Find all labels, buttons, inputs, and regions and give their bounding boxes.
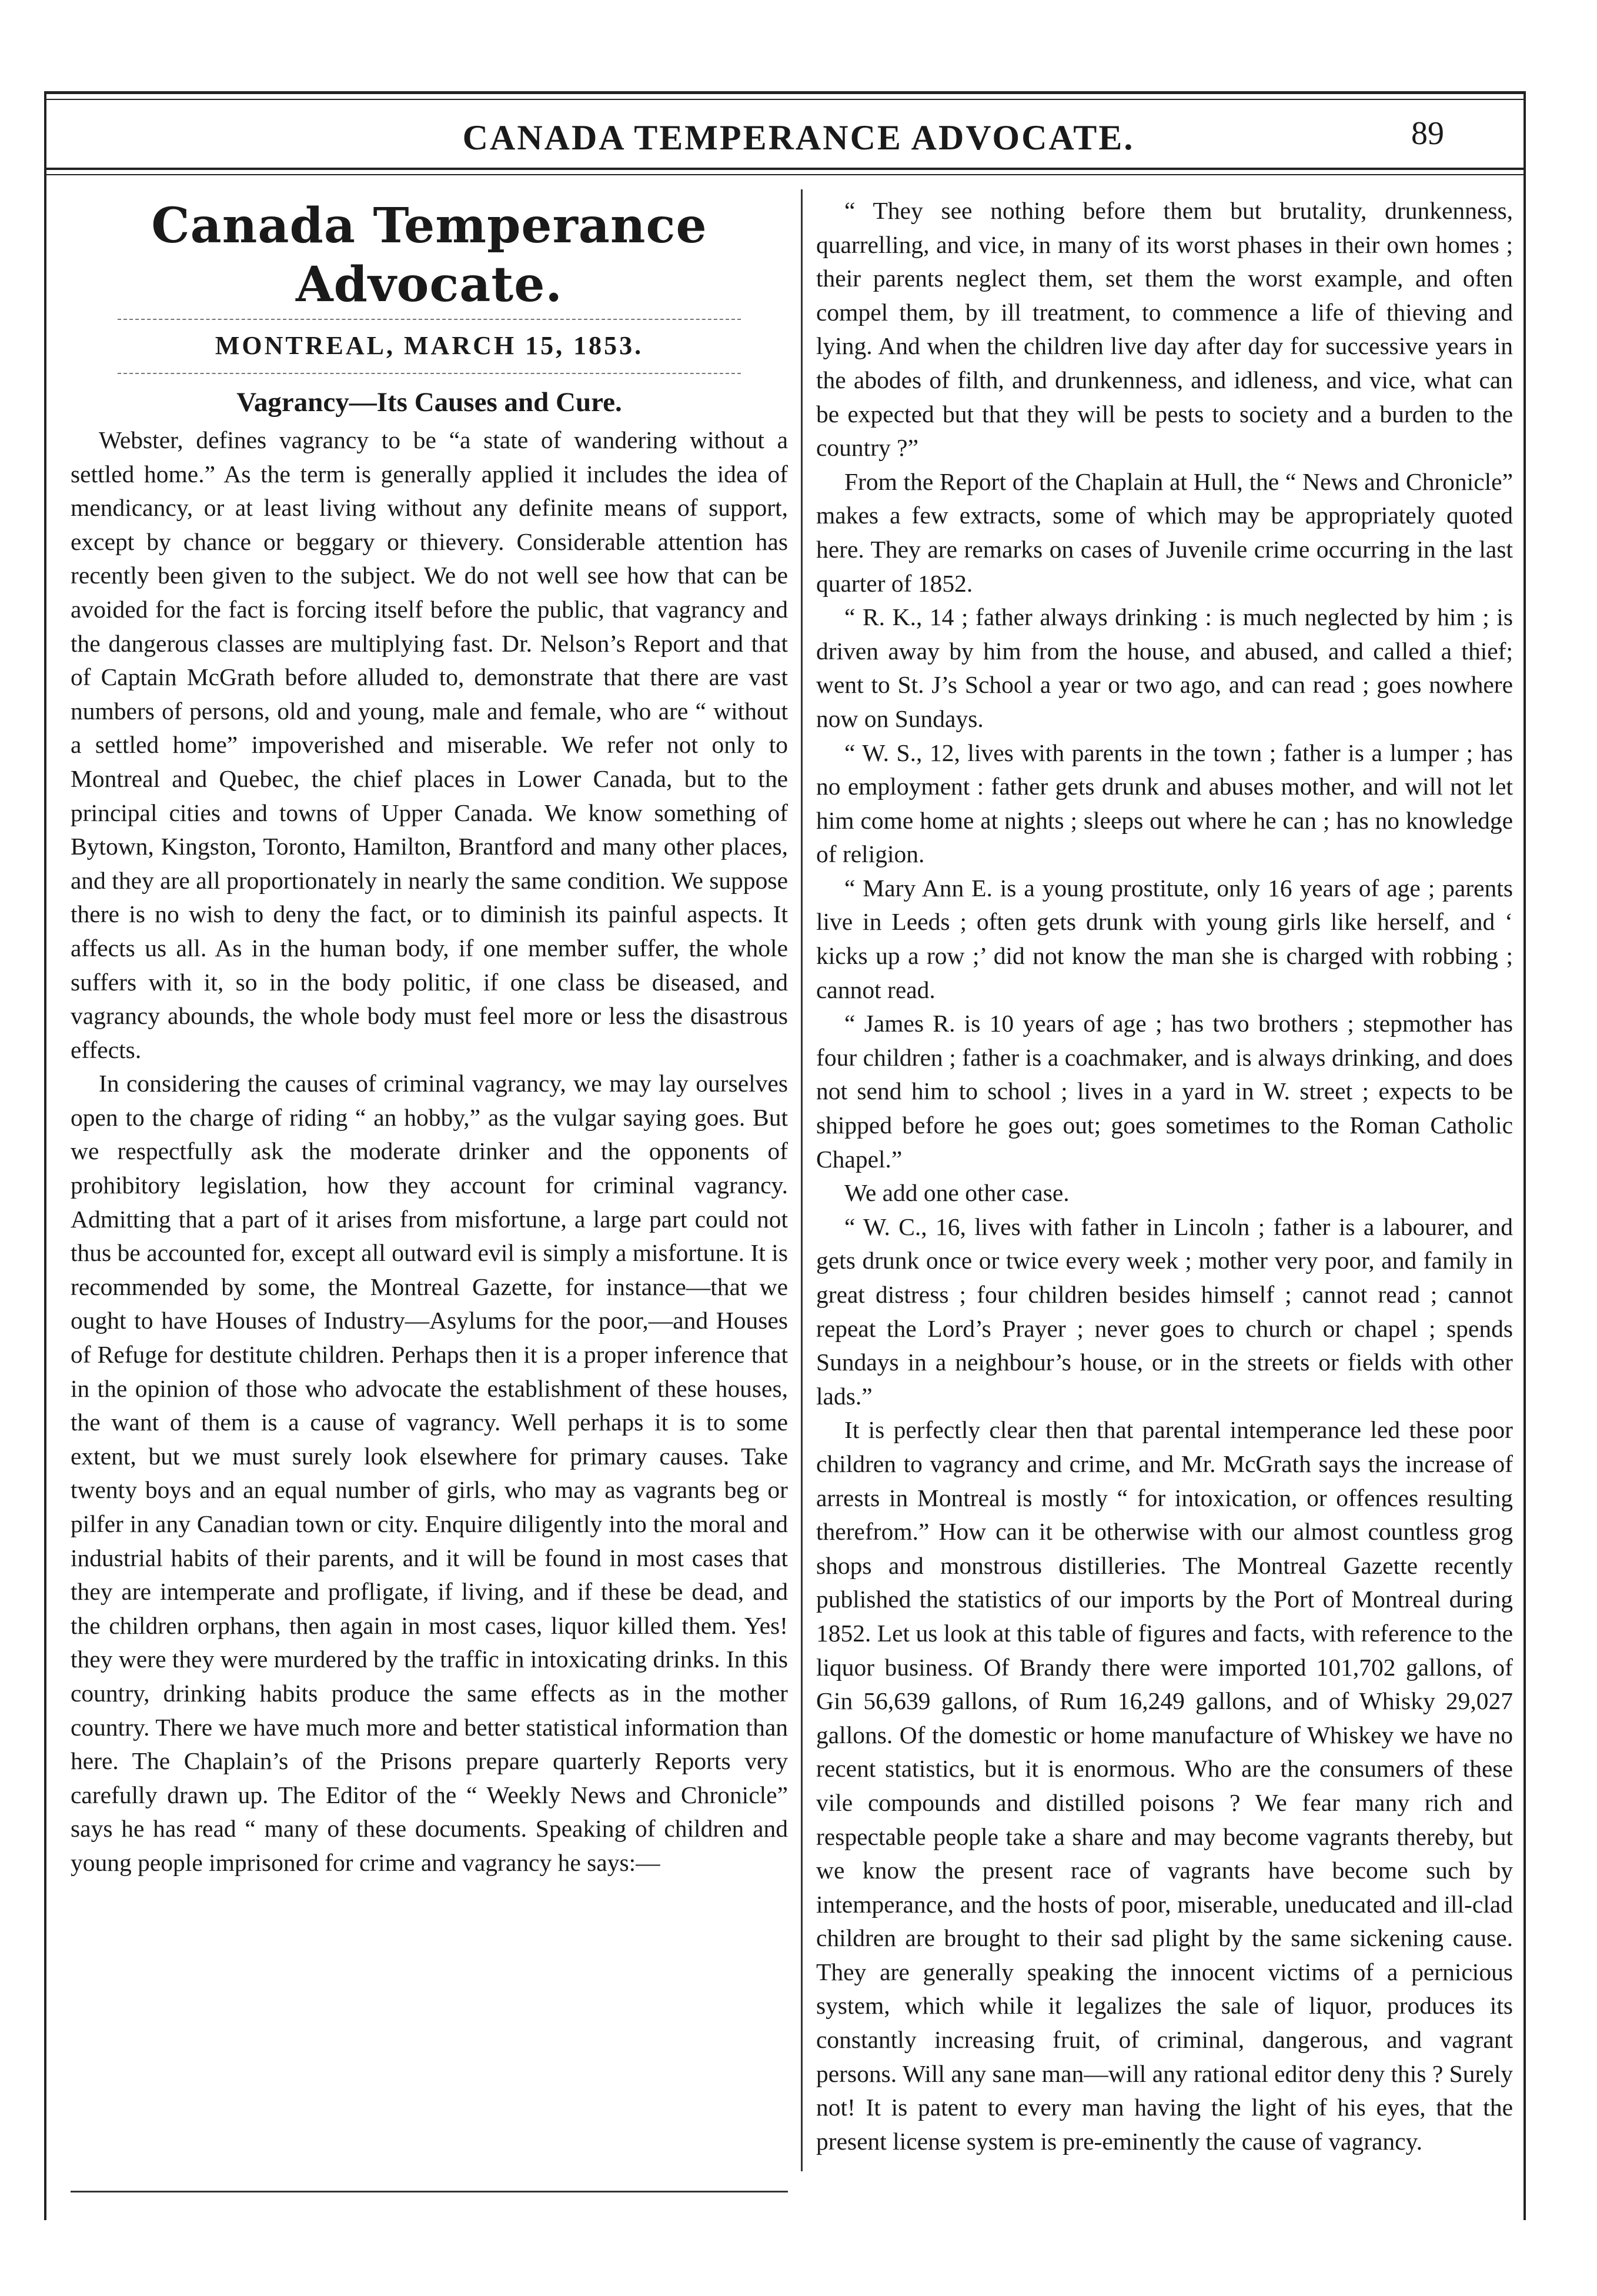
header-rule xyxy=(44,168,1526,170)
left-column xyxy=(71,194,788,1880)
article-paragraph: “ W. C., 16, lives with father in Lincoln ; father is a labourer, and gets drunk once or twice every week ; mother very poor, and family in great distress ; four children besides himself ; cannot read ; cannot repeat the Lord’s Prayer ; never goes to church or chapel ; spends Sundays in a neighbour’s house, or in the streets or fields with other lads.” xyxy=(816,1213,1513,1410)
article-paragraph: “ They see nothing before them but brutality, drunkenness, quarrelling, and vice, in many of its worst phases in their own homes ; their parents neglect them, set them the worst example, and often compel them, by ill treatment, to commence a life of thieving and lying. And when the children live day after day for successive years in the abodes of filth, and drunkenness, and idleness, and vice, what can be expected but that they will be pests to society and a burden to the country ?” xyxy=(816,197,1513,462)
page-number: 89 xyxy=(1411,115,1444,152)
article-paragraph: “ Mary Ann E. is a young prostitute, only 16 years of age ; parents live in Leeds ; often gets drunk with young girls like herself, and ‘ kicks up a row ;’ did not know the man she is charged with robbing ; cannot read. xyxy=(816,874,1513,1003)
article-paragraph: “ W. S., 12, lives with parents in the town ; father is a lumper ; has no employment : father gets drunk and abuses mother, and will not let him come home at nights ; sleeps out where he can ; has no knowledge of religion. xyxy=(816,739,1513,868)
bottom-rule xyxy=(71,2191,788,2192)
article-paragraph: It is perfectly clear then that parental intemperance led these poor children to vagrancy and crime, and Mr. McGrath says the increase of arrests in Montreal is mostly “ for intoxication, or offences resulting therefrom.” How can it be otherwise with our almost countless grog shops and monstrous distilleries. The Montreal Gazette recently published the statistics of our imports by the Port of Montreal during 1852. Let us look at this table of figures and facts, with reference to the liquor business. Of Brandy there were imported 101,702 gallons, of Gin 56,639 gallons, of Rum 16,249 gallons, and of Whisky 29,027 gallons. Of the domestic or home manufacture of Whiskey we have no recent statistics, but it is enormous. Who are the consumers of these vile compounds and distilled poisons ? We fear many rich and respectable people take a share and may become vagrants thereby, but we know the present race of vagrants have become such by intemperance, and the hosts of poor, miserable, uneducated and ill-clad children are brought to their sad plight by the same sickening cause. They are generally speaking the innocent victims of a pernicious system, which while it legalizes the sale of liquor, produces its constantly increasing fruit, of criminal, dangerous, and vagrant persons. Will any sane man—will any rational editor deny this ? Surely not! It is patent to every man having the light of his eyes, that the present license system is pre-eminently the cause of vagrancy. xyxy=(816,1416,1513,2155)
top-double-rule xyxy=(44,91,1526,94)
article-paragraph: “ James R. is 10 years of age ; has two brothers ; stepmother has four children ; father is a coachmaker, and is always drinking, and does not send him to school ; lives in a yard in W. street ; expects to be shipped before he goes out; goes sometimes to the Roman Catholic Chapel.” xyxy=(816,1010,1513,1173)
masthead-title: Canada Temperance Advocate. xyxy=(151,198,707,313)
top-double-rule-inner xyxy=(44,99,1526,100)
right-column xyxy=(816,194,1513,2158)
header-rule-inner xyxy=(44,174,1526,175)
article-paragraph: Webster, defines vagrancy to be “a state of wandering without a settled home.” As the term is generally applied it includes the idea of mendicancy, or at least living without any definite means of support, except by chance or beggary or thievery. Considerable attention has recently been given to the subject. We do not well see how that can be avoided for the fact is forcing itself before the public, that vagrancy and the dangerous classes are multiplying fast. Dr. Nelson’s Report and that of Captain McGrath before alluded to, demonstrate that there are vast numbers of persons, old and young, male and female, who are “ without a settled home” impoverished and miserable. We refer not only to Montreal and Quebec, the chief places in Lower Canada, but to the principal cities and towns of Upper Canada. We know something of Bytown, Kingston, Toronto, Hamilton, Brantford and many other places, and they are all proportionately in nearly the same condition. We suppose there is no wish to deny the fact, or to diminish its painful aspects. It affects us all. As in the human body, if one member suffer, the whole suffers with it, so in the body politic, if one class be diseased, and vagrancy abounds, the whole body must feel more or less the disastrous effects. xyxy=(71,426,788,1063)
article-headline: Vagrancy—Its Causes and Cure. xyxy=(236,387,622,418)
dateline: MONTREAL, MARCH 15, 1853. xyxy=(118,319,741,374)
article-paragraph: From the Report of the Chaplain at Hull, the “ News and Chronicle” makes a few extracts, some of which may be appropriately quoted here. They are remarks on cases of Juvenile crime occurring in the last quarter of 1852. xyxy=(816,468,1513,597)
running-title: CANADA TEMPERANCE ADVOCATE. xyxy=(462,118,1135,157)
article-paragraph: We add one other case. xyxy=(844,1179,1070,1207)
column-divider xyxy=(801,189,803,2171)
article-paragraph: “ R. K., 14 ; father always drinking : is much neglected by him ; is driven away by him from the house, and abused, and called a thief; went to St. J’s School a year or two ago, and can read ; goes nowhere now on Sundays. xyxy=(816,603,1513,732)
article-paragraph: In considering the causes of criminal vagrancy, we may lay ourselves open to the charge of riding “ an hobby,” as the vulgar saying goes. But we respectfully ask the moderate drinker and the opponents of prohibitory legislation, how they account for criminal vagrancy. Admitting that a part of it arises from misfortune, a large part could not thus be accounted for, except all outward evil is simply a misfortune. It is recommended by some, the Montreal Gazette, for instance—that we ought to have Houses of Industry—Asylums for the poor,—and Houses of Refuge for destitute children. Perhaps then it is a proper inference that in the opinion of those who advocate the establishment of these houses, the want of them is a cause of vagrancy. Well perhaps it is to some extent, but we must surely look elsewhere for primary causes. Take twenty boys and an equal number of girls, who may as vagrants beg or pilfer in any Canadian town or city. Enquire diligently into the moral and industrial habits of their parents, and it will be found in most cases that they are intemperate and profligate, if living, and if these be dead, and the children orphans, then again in most cases, liquor killed them. Yes! they were they were murdered by the traffic in intoxicating drinks. In this country, drinking habits produce the same effects as in the mother country. There we have much more and better statistical information than here. The Chaplain’s of the Prisons prepare quarterly Reports very carefully drawn up. The Editor of the “ Weekly News and Chronicle” says he has read “ many of these documents. Speaking of children and young people imprisoned for crime and vagrancy he says:— xyxy=(71,1070,788,1876)
